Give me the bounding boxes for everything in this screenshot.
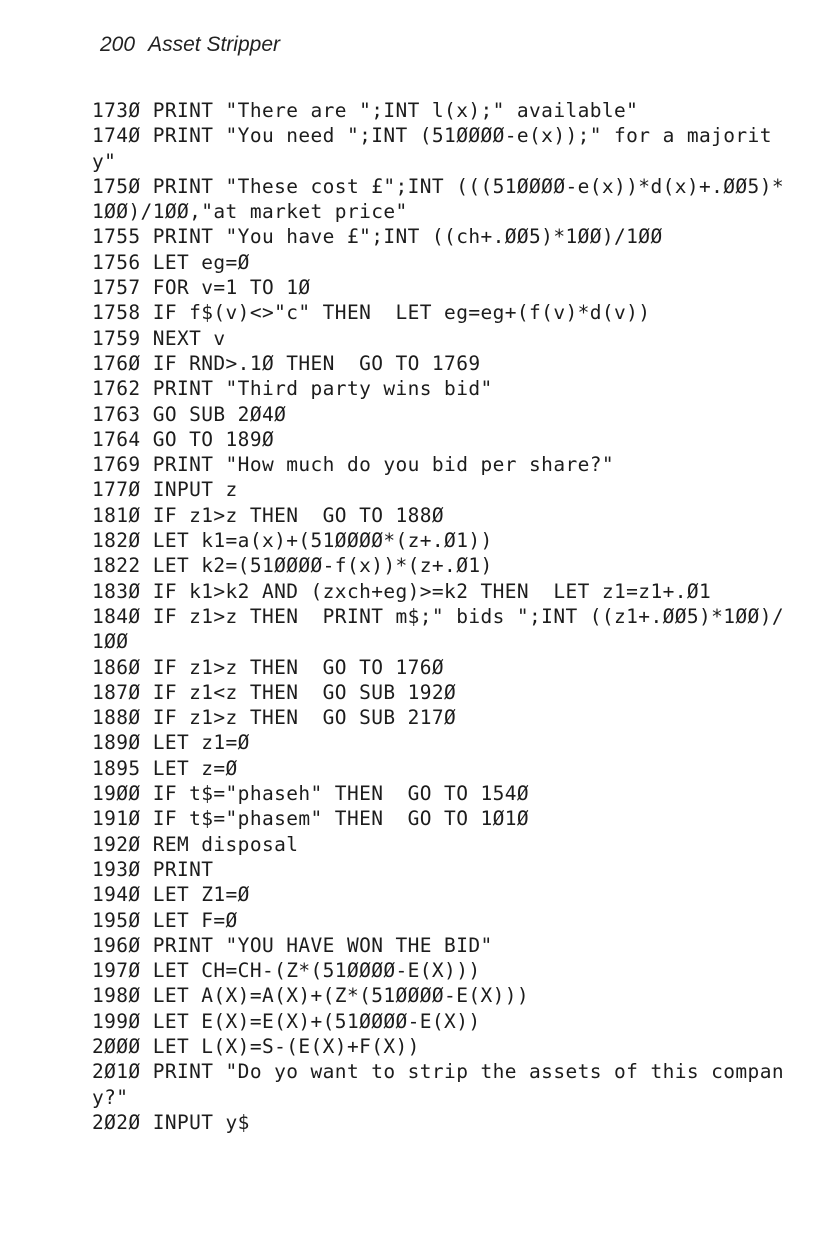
code-line: 1895 LET z=Ø xyxy=(92,756,238,780)
page-header xyxy=(100,33,280,57)
code-line: 1758 IF f$(v)<>"c" THEN LET eg=eg+(f(v)*d(v)) xyxy=(92,301,651,325)
code-line: 1757 FOR v=1 TO 1Ø xyxy=(92,276,311,300)
code-line: 198Ø LET A(X)=A(X)+(Z*(51ØØØØ-E(X))) xyxy=(92,984,530,1008)
code-line: 1764 GO TO 189Ø xyxy=(92,427,275,451)
code-line: 174Ø PRINT "You need ";INT (51ØØØØ-e(x));" for a majority" xyxy=(92,124,772,173)
code-line: 176Ø IF RND>.1Ø THEN GO TO 1769 xyxy=(92,351,481,375)
code-line: 1763 GO SUB 2Ø4Ø xyxy=(92,402,287,426)
code-line: 195Ø LET F=Ø xyxy=(92,908,238,932)
code-line: 177Ø INPUT z xyxy=(92,478,238,502)
code-line: 1755 PRINT "You have £";INT ((ch+.ØØ5)*1ØØ)/1ØØ xyxy=(92,225,663,249)
code-line: 2ØØØ LET L(X)=S-(E(X)+F(X)) xyxy=(92,1034,420,1058)
code-line: 193Ø PRINT xyxy=(92,857,214,881)
code-line: 175Ø PRINT "These cost £";INT (((51ØØØØ-e(x))*d(x)+.ØØ5)*1ØØ)/1ØØ,"at market price" xyxy=(92,174,784,224)
code-line: 182Ø LET k1=a(x)+(51ØØØØ*(z+.Ø1)) xyxy=(92,529,493,553)
code-line: 197Ø LET CH=CH-(Z*(51ØØØØ-E(X))) xyxy=(92,959,481,983)
code-line: 186Ø IF z1>z THEN GO TO 176Ø xyxy=(92,655,445,679)
code-line: 2Ø2Ø INPUT y$ xyxy=(92,1110,250,1134)
code-line: 19ØØ IF t$="phaseh" THEN GO TO 154Ø xyxy=(92,782,530,806)
code-line: 184Ø IF z1>z THEN PRINT m$;" bids ";INT ((z1+.ØØ5)*1ØØ)/1ØØ xyxy=(92,604,784,654)
code-line: 189Ø LET z1=Ø xyxy=(92,731,250,755)
code-line: 188Ø IF z1>z THEN GO SUB 217Ø xyxy=(92,706,457,730)
code-line: 192Ø REM disposal xyxy=(92,832,299,856)
code-line: 183Ø IF k1>k2 AND (zxch+eg)>=k2 THEN LET z1=z1+.Ø1 xyxy=(92,579,712,603)
code-line: 199Ø LET E(X)=E(X)+(51ØØØØ-E(X)) xyxy=(92,1009,481,1033)
page-number: 200 xyxy=(100,33,136,56)
code-line: 1762 PRINT "Third party wins bid" xyxy=(92,377,493,401)
code-line: 181Ø IF z1>z THEN GO TO 188Ø xyxy=(92,503,445,527)
code-line: 191Ø IF t$="phasem" THEN GO TO 1Ø1Ø xyxy=(92,807,530,831)
code-line: 2Ø1Ø PRINT "Do yo want to strip the assets of this company?" xyxy=(92,1060,784,1109)
code-line: 194Ø LET Z1=Ø xyxy=(92,883,250,907)
basic-program-listing xyxy=(92,98,792,1135)
code-line: 1756 LET eg=Ø xyxy=(92,250,250,274)
code-line: 187Ø IF z1<z THEN GO SUB 192Ø xyxy=(92,680,457,704)
running-title: Asset Stripper xyxy=(148,33,280,56)
code-line: 196Ø PRINT "YOU HAVE WON THE BID" xyxy=(92,933,493,957)
code-line: 1759 NEXT v xyxy=(92,326,226,350)
code-line: 1769 PRINT "How much do you bid per share?" xyxy=(92,453,615,477)
code-line: 173Ø PRINT "There are ";INT l(x);" available" xyxy=(92,99,639,122)
code-line: 1822 LET k2=(51ØØØØ-f(x))*(z+.Ø1) xyxy=(92,554,493,578)
